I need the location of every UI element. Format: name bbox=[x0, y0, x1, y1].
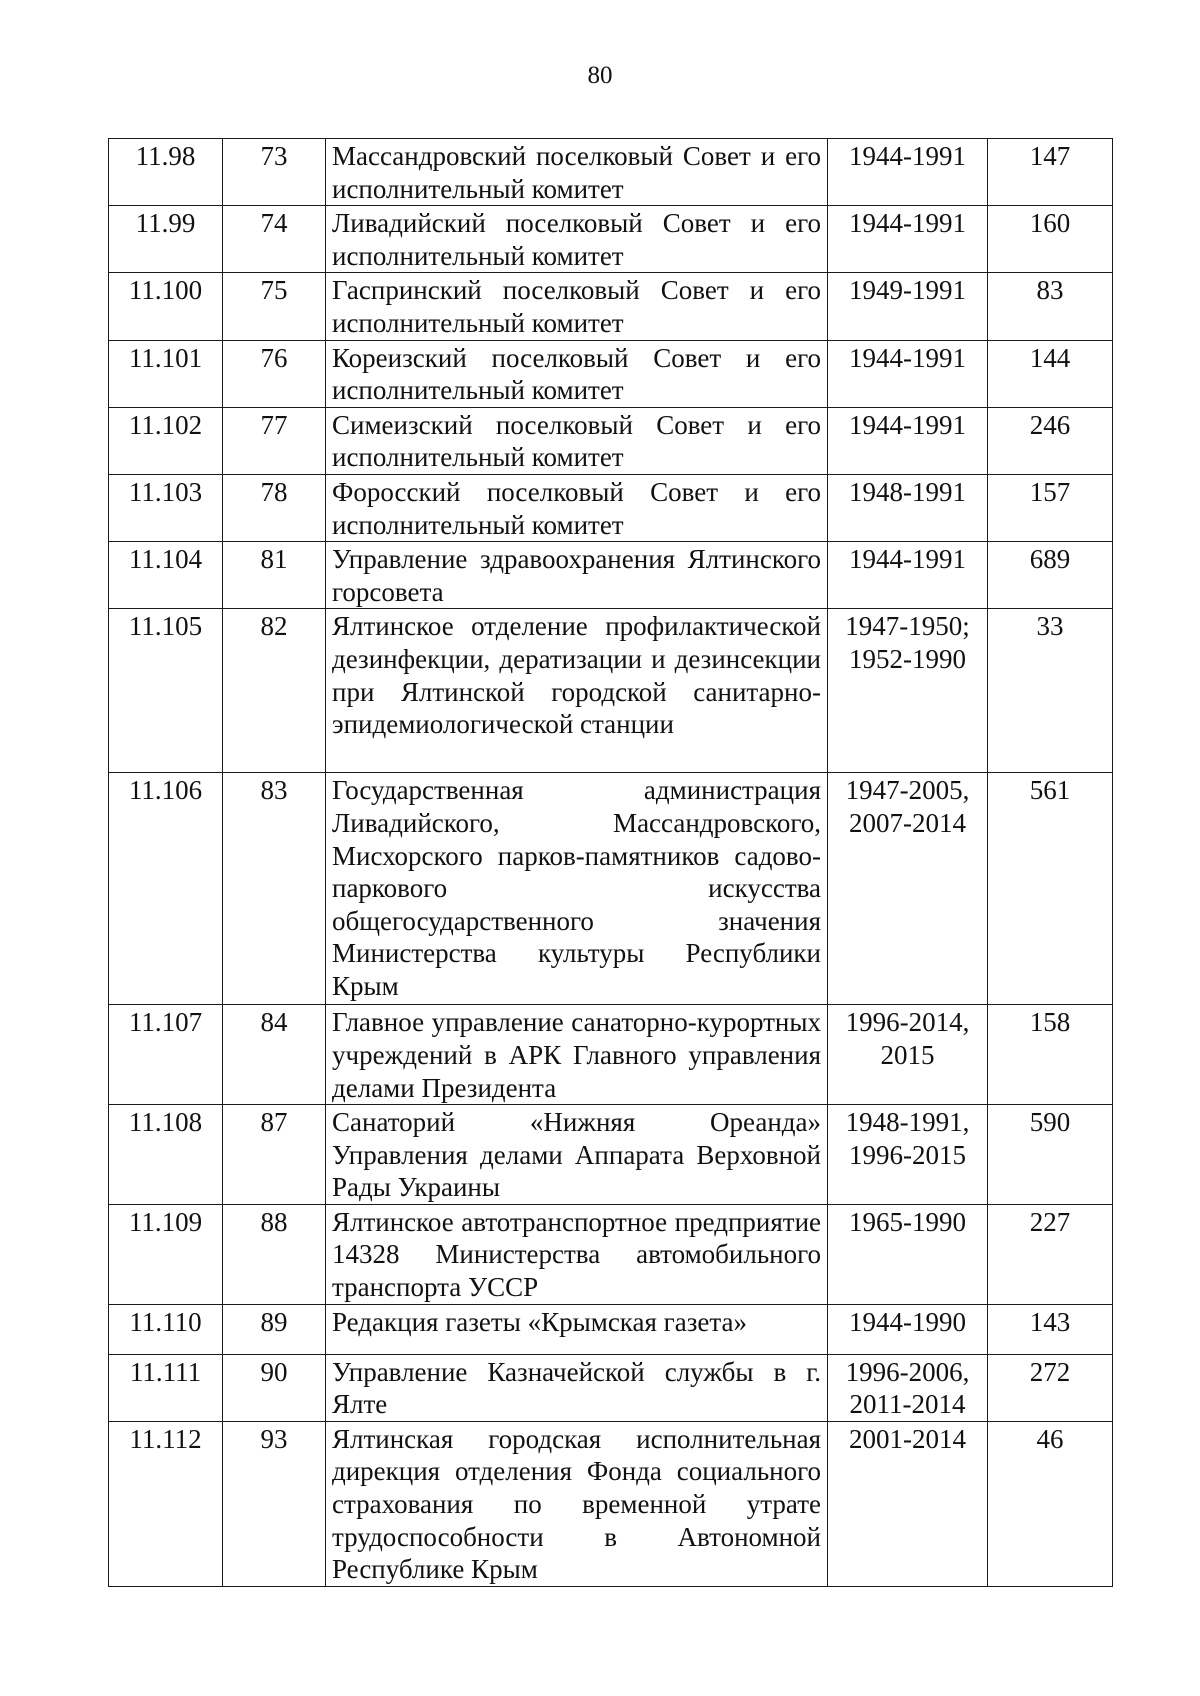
table-row bbox=[109, 474, 1113, 541]
years-line: 1996-2006, bbox=[845, 1356, 970, 1387]
fond-name-cell: Управление здравоохранения Ялтинского горсовета bbox=[326, 542, 828, 609]
row-number-cell: 11.112 bbox=[109, 1421, 223, 1586]
row-number-cell: 11.108 bbox=[109, 1105, 223, 1205]
table-row bbox=[109, 773, 1113, 1005]
fond-name-cell: Массандровский поселковый Совет и его исполнительный комитет bbox=[326, 139, 828, 206]
row-number-cell: 11.98 bbox=[109, 139, 223, 206]
years-line: 1947-2005, bbox=[845, 775, 970, 806]
old-number-cell: 75 bbox=[223, 273, 326, 340]
table-row bbox=[109, 1421, 1113, 1586]
row-number-cell: 11.101 bbox=[109, 340, 223, 407]
fond-name-cell: Ливадийский поселковый Совет и его исполнительный комитет bbox=[326, 206, 828, 273]
years-cell bbox=[828, 609, 988, 773]
table-row bbox=[109, 340, 1113, 407]
fond-name-cell: Государственная администрация Ливадийского, Массандровского, Мисхорского парков-памятников садово-паркового искусства общегосударственного значения Министерства культуры Республики Крым bbox=[326, 773, 828, 1005]
row-number-cell: 11.100 bbox=[109, 273, 223, 340]
years-line: 2011-2014 bbox=[849, 1389, 966, 1420]
years-line: 1944-1991 bbox=[849, 409, 966, 440]
archive-fonds-table bbox=[108, 138, 1113, 1587]
file-count-cell: 246 bbox=[988, 407, 1113, 474]
fond-name-cell: Ялтинская городская исполнительная дирекция отделения Фонда социального страхования по временной утрате трудоспособности в Автономной Республике Крым bbox=[326, 1421, 828, 1586]
table-row bbox=[109, 609, 1113, 773]
old-number-cell: 77 bbox=[223, 407, 326, 474]
file-count-cell: 158 bbox=[988, 1005, 1113, 1105]
years-line: 1944-1991 bbox=[849, 208, 966, 239]
page-number: 80 bbox=[587, 62, 613, 89]
years-cell bbox=[828, 1421, 988, 1586]
fond-name-cell: Гаспринский поселковый Совет и его исполнительный комитет bbox=[326, 273, 828, 340]
old-number-cell: 73 bbox=[223, 139, 326, 206]
row-number-cell: 11.110 bbox=[109, 1304, 223, 1354]
years-cell bbox=[828, 1304, 988, 1354]
table-row bbox=[109, 542, 1113, 609]
fond-name-cell: Форосский поселковый Совет и его исполнительный комитет bbox=[326, 474, 828, 541]
row-number-cell: 11.111 bbox=[109, 1354, 223, 1421]
file-count-cell: 689 bbox=[988, 542, 1113, 609]
table-row bbox=[109, 1005, 1113, 1105]
old-number-cell: 84 bbox=[223, 1005, 326, 1105]
file-count-cell: 147 bbox=[988, 139, 1113, 206]
fond-name-cell: Ялтинское автотранспортное предприятие 14328 Министерства автомобильного транспорта УССР bbox=[326, 1204, 828, 1304]
old-number-cell: 74 bbox=[223, 206, 326, 273]
table-row bbox=[109, 273, 1113, 340]
row-number-cell: 11.106 bbox=[109, 773, 223, 1005]
row-number-cell: 11.107 bbox=[109, 1005, 223, 1105]
file-count-cell: 143 bbox=[988, 1304, 1113, 1354]
row-number-cell: 11.102 bbox=[109, 407, 223, 474]
file-count-cell: 157 bbox=[988, 474, 1113, 541]
old-number-cell: 88 bbox=[223, 1204, 326, 1304]
years-line: 1944-1990 bbox=[849, 1306, 966, 1337]
table-row bbox=[109, 1204, 1113, 1304]
table-row bbox=[109, 1354, 1113, 1421]
row-number-cell: 11.109 bbox=[109, 1204, 223, 1304]
years-cell bbox=[828, 1005, 988, 1105]
years-line: 1996-2014, bbox=[845, 1007, 970, 1038]
fond-name-cell: Управление Казначейской службы в г. Ялте bbox=[326, 1354, 828, 1421]
fond-name-cell: Кореизский поселковый Совет и его исполнительный комитет bbox=[326, 340, 828, 407]
table-row bbox=[109, 407, 1113, 474]
old-number-cell: 78 bbox=[223, 474, 326, 541]
old-number-cell: 83 bbox=[223, 773, 326, 1005]
years-line: 2015 bbox=[880, 1039, 935, 1070]
old-number-cell: 93 bbox=[223, 1421, 326, 1586]
old-number-cell: 87 bbox=[223, 1105, 326, 1205]
file-count-cell: 272 bbox=[988, 1354, 1113, 1421]
table-row bbox=[109, 1304, 1113, 1354]
years-cell bbox=[828, 206, 988, 273]
years-line: 1947-1950; bbox=[845, 611, 970, 642]
fond-name-cell: Ялтинское отделение профилактической дезинфекции, дератизации и дезинсекции при Ялтинской городской санитарно-эпидемиологической станции bbox=[326, 609, 828, 773]
years-cell bbox=[828, 273, 988, 340]
years-line: 2007-2014 bbox=[849, 807, 966, 838]
years-line: 1948-1991, bbox=[845, 1107, 970, 1138]
years-cell bbox=[828, 542, 988, 609]
file-count-cell: 160 bbox=[988, 206, 1113, 273]
years-line: 1944-1991 bbox=[849, 544, 966, 575]
years-cell bbox=[828, 340, 988, 407]
file-count-cell: 227 bbox=[988, 1204, 1113, 1304]
row-number-cell: 11.105 bbox=[109, 609, 223, 773]
years-cell bbox=[828, 474, 988, 541]
table-row bbox=[109, 139, 1113, 206]
row-number-cell: 11.103 bbox=[109, 474, 223, 541]
file-count-cell: 144 bbox=[988, 340, 1113, 407]
table-row bbox=[109, 206, 1113, 273]
row-number-cell: 11.99 bbox=[109, 206, 223, 273]
years-line: 1944-1991 bbox=[849, 342, 966, 373]
years-line: 1952-1990 bbox=[849, 643, 966, 674]
row-number-cell: 11.104 bbox=[109, 542, 223, 609]
fond-name-cell: Санаторий «Нижняя Ореанда» Управления делами Аппарата Верховной Рады Украины bbox=[326, 1105, 828, 1205]
fond-name-cell: Главное управление санаторно-курортных учреждений в АРК Главного управления делами Президента bbox=[326, 1005, 828, 1105]
old-number-cell: 76 bbox=[223, 340, 326, 407]
years-cell bbox=[828, 773, 988, 1005]
file-count-cell: 83 bbox=[988, 273, 1113, 340]
file-count-cell: 46 bbox=[988, 1421, 1113, 1586]
table-row bbox=[109, 1105, 1113, 1205]
years-line: 2001-2014 bbox=[849, 1423, 966, 1454]
table-body bbox=[109, 139, 1113, 1587]
years-line: 1949-1991 bbox=[849, 275, 966, 306]
years-cell bbox=[828, 1204, 988, 1304]
old-number-cell: 81 bbox=[223, 542, 326, 609]
years-line: 1948-1991 bbox=[849, 476, 966, 507]
years-line: 1996-2015 bbox=[849, 1139, 966, 1170]
years-line: 1965-1990 bbox=[849, 1206, 966, 1237]
old-number-cell: 90 bbox=[223, 1354, 326, 1421]
years-cell bbox=[828, 1105, 988, 1205]
years-cell bbox=[828, 407, 988, 474]
old-number-cell: 82 bbox=[223, 609, 326, 773]
file-count-cell: 590 bbox=[988, 1105, 1113, 1205]
years-cell bbox=[828, 139, 988, 206]
fond-name-cell: Редакция газеты «Крымская газета» bbox=[326, 1304, 828, 1354]
fond-name-cell: Симеизский поселковый Совет и его исполнительный комитет bbox=[326, 407, 828, 474]
file-count-cell: 33 bbox=[988, 609, 1113, 773]
old-number-cell: 89 bbox=[223, 1304, 326, 1354]
years-line: 1944-1991 bbox=[849, 141, 966, 171]
file-count-cell: 561 bbox=[988, 773, 1113, 1005]
years-cell bbox=[828, 1354, 988, 1421]
